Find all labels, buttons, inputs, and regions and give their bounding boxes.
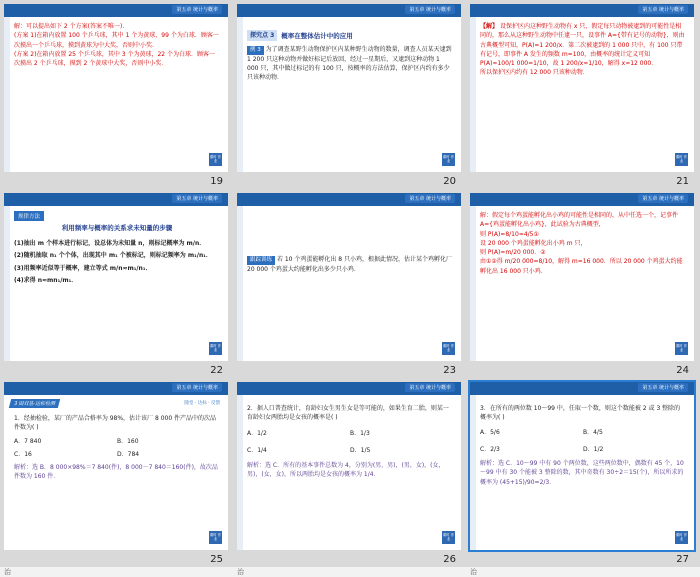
slide-canvas <box>4 193 228 361</box>
slide-canvas-selected <box>470 382 694 550</box>
slide-header-bar <box>4 193 228 206</box>
slide-thumb-21[interactable] <box>466 0 699 189</box>
slide-number: 22 <box>210 365 223 376</box>
option-d: D．1/2 <box>583 445 604 453</box>
slide-text: 若 10 个鸡蛋能孵化出 8 只小鸡，根据此情况，估计某个鸡孵化厂 20 000 个鸡蛋大约能孵化出多少只小鸡． <box>247 256 453 273</box>
method-tag: 规律方法 <box>14 211 44 221</box>
option-c: C．1/4 <box>247 446 267 454</box>
header-label: 第五章 统计与概率 <box>638 5 688 14</box>
slide-thumb-26[interactable] <box>233 378 466 567</box>
homework-nav-button[interactable]: 课时 作业 <box>209 531 222 544</box>
slide-thumb-23[interactable] <box>233 189 466 378</box>
slide-header-bar <box>470 382 694 395</box>
homework-nav-button[interactable]: 课时 作业 <box>442 342 455 355</box>
option-a: A．1/2 <box>247 429 267 437</box>
slide-sidebar <box>470 206 476 361</box>
slide-thumb-19[interactable] <box>0 0 233 189</box>
header-label: 第五章 统计与概率 <box>405 383 455 392</box>
slide-number: 20 <box>443 176 456 187</box>
header-label: 第五章 统计与概率 <box>638 383 688 392</box>
header-label: 第五章 统计与概率 <box>172 383 222 392</box>
header-label: 第五章 统计与概率 <box>638 194 688 203</box>
example-tag: 例 3 <box>247 46 264 55</box>
section-subtitle: 随堂 · 达标 · 反馈 <box>184 401 220 406</box>
slide-sidebar <box>237 17 243 172</box>
answer-text: 解析：选 B．8 000×98%＝7 840(件)，8 000－7 840＝160(件)，故次品件数为 160 件． <box>14 464 218 481</box>
option-a: A．7 840 <box>14 437 42 445</box>
slide-text: 则 P(A)≈m/20 000．② <box>480 249 546 257</box>
answer-text: 解析：选 C．所有的基本事件总数为 4，分别为(男，男)，(男，女)，(女，男)，(女，女)，所以两胎均是女孩的概率为 1/4． <box>247 462 445 479</box>
step-item: (1)抽出 m 个样本进行标记，设总体为未知量 n，则标记概率为 m/n． <box>14 240 206 248</box>
slide-header-bar <box>237 193 461 206</box>
slide-header-bar <box>4 4 228 17</box>
step-item: (3)用频率近似等于概率，建立等式 m/n≈m₁/n₁． <box>14 264 152 272</box>
option-c: C．16 <box>14 450 32 458</box>
slide-header-bar <box>237 382 461 395</box>
slide-thumb-27[interactable] <box>466 378 699 567</box>
slide-sidebar <box>470 17 476 172</box>
strip-label: 治 <box>4 568 11 576</box>
option-a: A．5/6 <box>480 428 500 436</box>
slide-thumb-20[interactable] <box>233 0 466 189</box>
homework-nav-button[interactable]: 课时 作业 <box>209 153 222 166</box>
homework-nav-button[interactable]: 课时 作业 <box>675 153 688 166</box>
bottom-strip <box>0 567 700 577</box>
slide-text: 所以保护区内约有 12 000 只该种动物． <box>480 69 589 77</box>
slide-text: 为了调查某野生动物保护区内某种野生动物的数量，调查人员某天逮到 1 200 只这种动物并做好标记后放回，经过一星期后，又逮到这种动物 1 000 只，其中做过标记的有 100 只，按概率的方法估算，保护区内约有多少只该种动物． <box>247 46 452 82</box>
slide-sidebar <box>4 17 10 172</box>
section-tag: 3 固双基·达标检测 <box>9 399 61 408</box>
slide-number: 21 <box>676 176 689 187</box>
slide-text: 解：假定每个鸡蛋能孵化出小鸡的可能性是相同的，从中任选一个，记事件 A={鸡蛋能孵化出小鸡}，此试验为古典概型， <box>480 212 679 229</box>
header-label: 第五章 统计与概率 <box>405 5 455 14</box>
option-c: C．2/3 <box>480 445 500 453</box>
answer-text: 解析：选 C．10～99 中有 90 个两位数，这些两位数中，偶数有 45 个，10～99 中有 30 个能被 3 整除的数，其中奇数有 30÷2＝15(个)，所以所求的概率为 (45+15)/90=2/3． <box>480 460 684 486</box>
practice-tag: 跟踪训练 <box>247 256 275 265</box>
slide-number: 25 <box>210 554 223 565</box>
slide-number: 23 <box>443 365 456 376</box>
slide-sidebar <box>237 395 243 550</box>
slide-text: 设 20 000 个鸡蛋能孵化出小鸡 m 只， <box>480 239 587 247</box>
question-text: 2．据人口普查统计，育龄妇女生男生女是等可能的，如果生育二胎，则某一育龄妇女两胎均是女孩的概率是( ) <box>247 405 449 422</box>
slide-canvas <box>237 193 461 361</box>
question-text: 3．在所有的两位数 10～99 中，任取一个数，则这个数能被 2 或 3 整除的概率为( ) <box>480 405 681 422</box>
slide-canvas <box>470 4 694 172</box>
slide-text: 设保护区内这种野生动物有 x 只，假定每只动物被逮到的可能性是相同的，那么从这种野生动物中任逮一只，设事件 A={带有记号的动物}，则由古典概型可知，P(A)=1 200/x．第二次被逮到的 1 000 只中，有 100 只带有记号，即事件 A 发生的频数 m=100，由概率的统计定义可知 P(A)≈100/1 000=1/10，故 1 200/x≈1/10，解得 x≈12 000． <box>480 23 685 68</box>
option-d: D．784 <box>117 450 140 458</box>
slide-canvas <box>470 193 694 361</box>
option-b: B．4/5 <box>583 428 603 436</box>
slide-text: (方案 1)在箱内放置 100 个乒乓球，其中 1 个为黄球，99 个为白球．顾客一次摸出一个乒乓球，摸到黄球为中大奖，否则中小奖． <box>14 32 219 49</box>
header-label: 第五章 统计与概率 <box>172 194 222 203</box>
header-label: 第五章 统计与概率 <box>172 5 222 14</box>
slide-canvas <box>237 382 461 550</box>
header-label: 第五章 统计与概率 <box>405 194 455 203</box>
homework-nav-button[interactable]: 课时 作业 <box>675 531 688 544</box>
homework-nav-button[interactable]: 课时 作业 <box>442 531 455 544</box>
step-item: (2)随机抽取 n₁ 个个体，出现其中 m₁ 个被标记，则标记频率为 m₁/n₁． <box>14 252 212 260</box>
slide-header-bar <box>470 4 694 17</box>
slide-sidebar <box>4 206 10 361</box>
topic-heading: 利用频率与概率的关系求未知量的步骤 <box>61 224 173 232</box>
homework-nav-button[interactable]: 课时 作业 <box>442 153 455 166</box>
slide-thumb-22[interactable] <box>0 189 233 378</box>
slide-number: 26 <box>443 554 456 565</box>
slide-header-bar <box>4 382 228 395</box>
homework-nav-button[interactable]: 课时 作业 <box>675 342 688 355</box>
strip-label: 治 <box>237 568 244 576</box>
option-b: B．1/3 <box>350 429 370 437</box>
slide-thumb-25[interactable] <box>0 378 233 567</box>
slide-sidebar <box>470 395 476 550</box>
slide-header-bar <box>470 193 694 206</box>
probe-label: 探究点 3 <box>247 30 277 41</box>
slide-canvas <box>237 4 461 172</box>
slide-thumb-24[interactable] <box>466 189 699 378</box>
option-b: B．160 <box>117 437 139 445</box>
slide-text: (方案 2)在箱内放置 25 个乒乓球，其中 3 个为黄球，22 个为白球．顾客一次摸出 2 个乒乓球，摸到 2 个黄球中大奖，否则中小奖． <box>14 50 216 68</box>
option-d: D．1/5 <box>350 446 371 454</box>
strip-label: 治 <box>470 568 477 576</box>
question-text: 1．经抽检验，某厂的产品合格率为 98%，估计该厂 8 000 件产品中的次品件数为( ) <box>14 415 217 432</box>
homework-nav-button[interactable]: 课时 作业 <box>209 342 222 355</box>
step-item: (4)求得 n≈mn₁/m₁． <box>14 276 78 284</box>
slide-number: 27 <box>676 554 689 565</box>
slide-number: 19 <box>210 176 223 187</box>
slide-canvas <box>4 4 228 172</box>
slide-sidebar <box>237 206 243 361</box>
slide-text: 则 P(A)=8/10=4/5① <box>480 230 539 238</box>
slide-canvas <box>4 382 228 550</box>
slide-header-bar <box>237 4 461 17</box>
slide-text: 解：可以提出如下 2 个方案(答案不唯一)． <box>14 23 129 30</box>
probe-title: 概率在整体估计中的应用 <box>281 31 353 40</box>
solution-lead: 【解】 <box>480 23 499 30</box>
slide-number: 24 <box>676 365 689 376</box>
slide-text: 由①②得 m/20 000=8/10，解得 m=16 000．所以 20 000 个鸡蛋大约能孵化出 16 000 只小鸡． <box>480 258 683 275</box>
